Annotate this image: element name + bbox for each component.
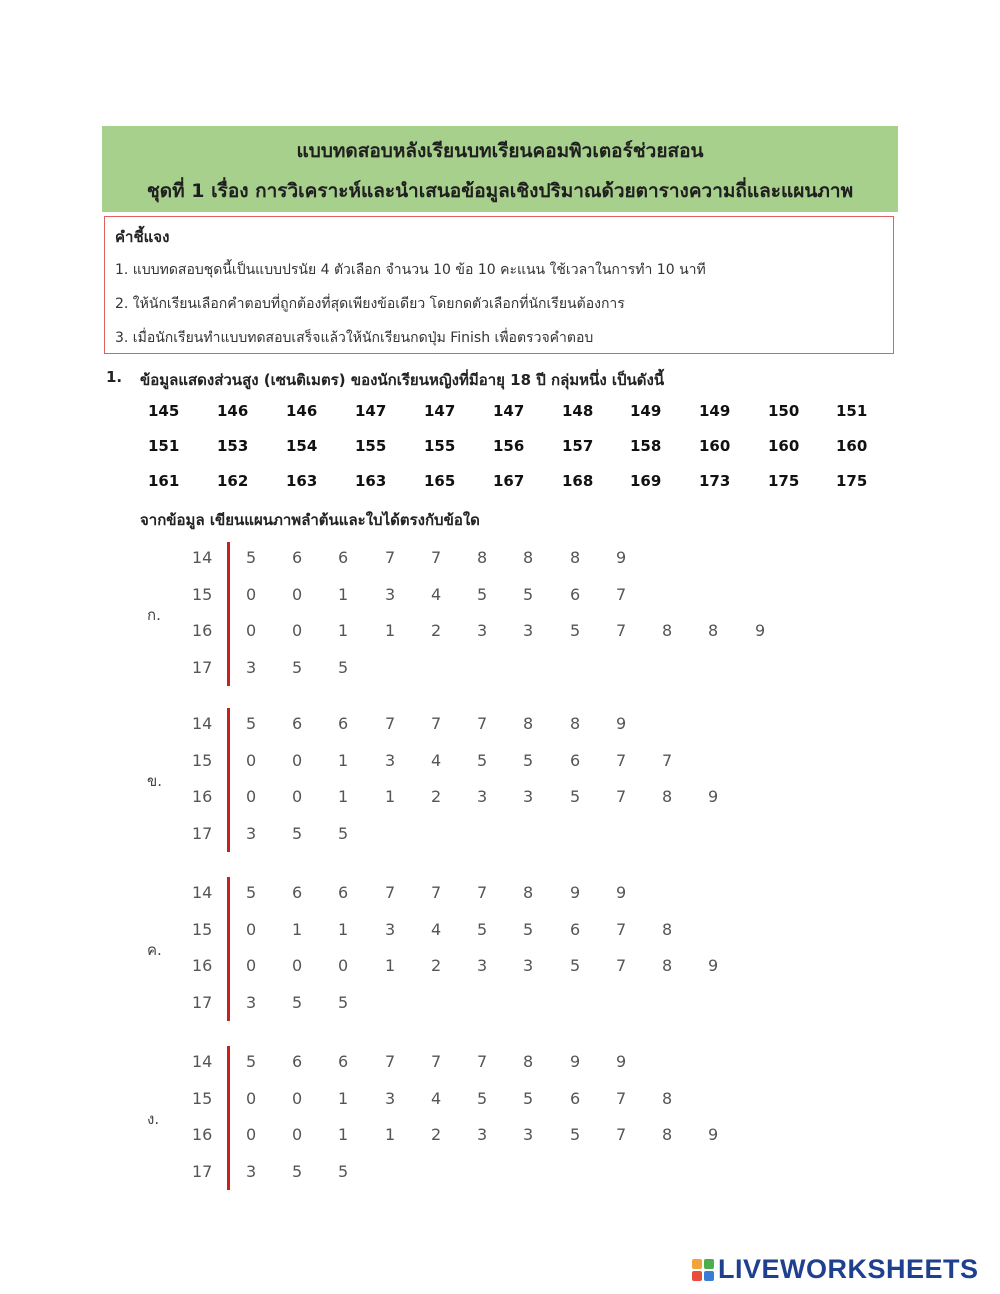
leaf-value: 7 xyxy=(385,714,396,733)
stem-value: 15 xyxy=(192,750,213,770)
leaf-value: 6 xyxy=(338,714,349,733)
leaf-value: 1 xyxy=(385,787,396,806)
leaf-value: 7 xyxy=(616,584,627,604)
option-label: ง. xyxy=(147,1110,160,1128)
leaf-value: 5 xyxy=(246,714,257,733)
leaf-value: 7 xyxy=(431,883,442,902)
leaf-value: 6 xyxy=(292,548,303,567)
leaf-value: 8 xyxy=(662,956,673,975)
data-value: 149 xyxy=(630,402,662,420)
leaf-value: 7 xyxy=(477,714,488,733)
leaf-value: 8 xyxy=(523,714,534,733)
leaf-value: 5 xyxy=(570,787,581,806)
leaf-value: 9 xyxy=(570,883,581,902)
leaf-value: 7 xyxy=(616,1088,627,1108)
data-value: 145 xyxy=(148,402,180,420)
leaf-value: 8 xyxy=(570,548,581,567)
leaf-value: 0 xyxy=(246,584,257,604)
leaf-value: 3 xyxy=(477,621,488,640)
stem-value: 17 xyxy=(192,1161,213,1181)
stem-value: 15 xyxy=(192,919,213,939)
data-value: 151 xyxy=(148,437,180,455)
leaf-value: 8 xyxy=(662,787,673,806)
leaf-value: 0 xyxy=(292,787,303,806)
leaf-value: 1 xyxy=(338,584,349,604)
question-prompt: จากข้อมูล เขียนแผนภาพลำต้นและใบได้ตรงกับข้อใด xyxy=(140,511,480,529)
leaf-value: 2 xyxy=(431,621,442,640)
leaf-value: 7 xyxy=(616,750,627,770)
stem-leaf-divider xyxy=(227,1046,230,1190)
leaf-value: 6 xyxy=(570,750,581,770)
data-value: 163 xyxy=(355,472,387,490)
stem-value: 15 xyxy=(192,1088,213,1108)
leaf-value: 0 xyxy=(246,787,257,806)
worksheet-title: แบบทดสอบหลังเรียนบทเรียนคอมพิวเตอร์ช่วยสอน xyxy=(296,140,704,162)
leaf-value: 7 xyxy=(616,919,627,939)
leaf-value: 7 xyxy=(431,548,442,567)
leaf-value: 5 xyxy=(570,1125,581,1144)
leaf-value: 8 xyxy=(523,883,534,902)
leaf-value: 8 xyxy=(662,1088,673,1108)
stem-value: 16 xyxy=(192,1125,213,1144)
data-value: 154 xyxy=(286,437,318,455)
leaf-value: 3 xyxy=(246,823,257,843)
leaf-value: 7 xyxy=(616,621,627,640)
leaf-value: 5 xyxy=(292,1161,303,1181)
data-value: 147 xyxy=(424,402,456,420)
leaf-value: 8 xyxy=(570,714,581,733)
leaf-value: 2 xyxy=(431,956,442,975)
leaf-value: 0 xyxy=(292,621,303,640)
leaf-value: 6 xyxy=(292,883,303,902)
leaf-value: 5 xyxy=(292,992,303,1012)
leaf-value: 5 xyxy=(477,584,488,604)
data-value: 148 xyxy=(562,402,594,420)
stem-value: 14 xyxy=(192,883,213,902)
leaf-value: 4 xyxy=(431,1088,442,1108)
leaf-value: 7 xyxy=(431,1052,442,1071)
leaf-value: 6 xyxy=(338,1052,349,1071)
leaf-value: 8 xyxy=(523,1052,534,1071)
data-value: 167 xyxy=(493,472,525,490)
data-value: 160 xyxy=(836,437,868,455)
leaf-value: 8 xyxy=(662,621,673,640)
stem-value: 16 xyxy=(192,787,213,806)
data-value: 147 xyxy=(493,402,525,420)
leaf-value: 2 xyxy=(431,1125,442,1144)
leaf-value: 3 xyxy=(523,787,534,806)
leaf-value: 1 xyxy=(338,787,349,806)
leaf-value: 3 xyxy=(385,919,396,939)
data-value: 160 xyxy=(768,437,800,455)
leaf-value: 3 xyxy=(246,657,257,677)
leaf-value: 1 xyxy=(338,1088,349,1108)
leaf-value: 9 xyxy=(616,883,627,902)
leaf-value: 3 xyxy=(523,621,534,640)
data-value: 163 xyxy=(286,472,318,490)
leaf-value: 7 xyxy=(616,787,627,806)
leaf-value: 3 xyxy=(477,1125,488,1144)
leaf-value: 0 xyxy=(292,1088,303,1108)
leaf-value: 6 xyxy=(570,584,581,604)
data-value: 160 xyxy=(699,437,731,455)
leaf-value: 3 xyxy=(385,750,396,770)
stem-leaf-divider xyxy=(227,542,230,686)
leaf-value: 8 xyxy=(708,621,719,640)
logo-mark-icon xyxy=(692,1259,714,1281)
data-value: 146 xyxy=(286,402,318,420)
leaf-value: 5 xyxy=(292,657,303,677)
leaf-value: 1 xyxy=(338,621,349,640)
leaf-value: 0 xyxy=(246,919,257,939)
leaf-value: 8 xyxy=(662,1125,673,1144)
leaf-value: 9 xyxy=(708,787,719,806)
stem-leaf-divider xyxy=(227,708,230,852)
leaf-value: 0 xyxy=(292,750,303,770)
stem-value: 14 xyxy=(192,548,213,567)
stem-value: 14 xyxy=(192,714,213,733)
data-value: 157 xyxy=(562,437,594,455)
instruction-item-1: 1. แบบทดสอบชุดนี้เป็นแบบปรนัย 4 ตัวเลือก จำนวน 10 ข้อ 10 คะแนน ใช้เวลาในการทำ 10 นาที xyxy=(115,262,706,278)
data-value: 151 xyxy=(836,402,868,420)
leaf-value: 4 xyxy=(431,750,442,770)
leaf-value: 7 xyxy=(616,1125,627,1144)
option-label: ก. xyxy=(147,606,161,624)
leaf-value: 1 xyxy=(385,956,396,975)
leaf-value: 9 xyxy=(708,1125,719,1144)
leaf-value: 5 xyxy=(246,1052,257,1071)
stem-value: 17 xyxy=(192,992,213,1012)
data-value: 161 xyxy=(148,472,180,490)
leaf-value: 9 xyxy=(755,621,766,640)
leaf-value: 6 xyxy=(292,1052,303,1071)
leaf-value: 9 xyxy=(616,1052,627,1071)
leaf-value: 0 xyxy=(246,956,257,975)
leaf-value: 0 xyxy=(292,1125,303,1144)
data-value: 149 xyxy=(699,402,731,420)
leaf-value: 0 xyxy=(246,750,257,770)
leaf-value: 7 xyxy=(385,883,396,902)
data-value: 169 xyxy=(630,472,662,490)
data-value: 165 xyxy=(424,472,456,490)
stem-value: 14 xyxy=(192,1052,213,1071)
leaf-value: 1 xyxy=(338,919,349,939)
leaf-value: 3 xyxy=(246,1161,257,1181)
stem-value: 17 xyxy=(192,657,213,677)
leaf-value: 3 xyxy=(477,787,488,806)
instruction-item-3: 3. เมื่อนักเรียนทำแบบทดสอบเสร็จแล้วให้นักเรียนกดปุ่ม Finish เพื่อตรวจคำตอบ xyxy=(115,330,594,346)
leaf-value: 5 xyxy=(523,919,534,939)
leaf-value: 4 xyxy=(431,584,442,604)
leaf-value: 1 xyxy=(338,750,349,770)
leaf-value: 5 xyxy=(338,1161,349,1181)
question-text: ข้อมูลแสดงส่วนสูง (เซนติเมตร) ของนักเรียนหญิงที่มีอายุ 18 ปี กลุ่มหนึ่ง เป็นดังนี้ xyxy=(140,371,665,389)
data-value: 156 xyxy=(493,437,525,455)
leaf-value: 4 xyxy=(431,919,442,939)
leaf-value: 7 xyxy=(616,956,627,975)
leaf-value: 5 xyxy=(523,750,534,770)
leaf-value: 7 xyxy=(385,548,396,567)
option-label: ข. xyxy=(147,772,163,790)
leaf-value: 5 xyxy=(477,919,488,939)
leaf-value: 8 xyxy=(477,548,488,567)
leaf-value: 5 xyxy=(570,621,581,640)
leaf-value: 8 xyxy=(523,548,534,567)
leaf-value: 5 xyxy=(246,883,257,902)
leaf-value: 2 xyxy=(431,787,442,806)
leaf-value: 5 xyxy=(338,657,349,677)
stem-value: 16 xyxy=(192,621,213,640)
leaf-value: 9 xyxy=(616,548,627,567)
leaf-value: 5 xyxy=(338,823,349,843)
leaf-value: 6 xyxy=(292,714,303,733)
instructions-title: คำชี้แจง xyxy=(115,228,170,246)
data-value: 175 xyxy=(768,472,800,490)
instruction-item-2: 2. ให้นักเรียนเลือกคำตอบที่ถูกต้องที่สุดเพียงข้อเดียว โดยกดตัวเลือกที่นักเรียนต้องการ xyxy=(115,296,625,312)
leaf-value: 5 xyxy=(477,750,488,770)
logo-text: LIVEWORKSHEETS xyxy=(718,1254,979,1284)
leaf-value: 0 xyxy=(292,584,303,604)
leaf-value: 0 xyxy=(338,956,349,975)
leaf-value: 6 xyxy=(570,919,581,939)
leaf-value: 5 xyxy=(338,992,349,1012)
leaf-value: 1 xyxy=(292,919,303,939)
worksheet-header xyxy=(102,126,898,212)
leaf-value: 3 xyxy=(523,956,534,975)
leaf-value: 3 xyxy=(385,584,396,604)
leaf-value: 6 xyxy=(338,883,349,902)
data-value: 162 xyxy=(217,472,249,490)
option-label: ค. xyxy=(147,941,162,959)
leaf-value: 0 xyxy=(246,1088,257,1108)
worksheet-subtitle: ชุดที่ 1 เรื่อง การวิเคราะห์และนำเสนอข้อมูลเชิงปริมาณด้วยตารางความถี่และแผนภาพ xyxy=(146,180,854,202)
data-value: 147 xyxy=(355,402,387,420)
instructions-box xyxy=(104,216,894,354)
leaf-value: 9 xyxy=(616,714,627,733)
data-value: 155 xyxy=(424,437,456,455)
data-value: 155 xyxy=(355,437,387,455)
leaf-value: 5 xyxy=(477,1088,488,1108)
leaf-value: 0 xyxy=(246,1125,257,1144)
leaf-value: 3 xyxy=(523,1125,534,1144)
data-value: 173 xyxy=(699,472,731,490)
leaf-value: 7 xyxy=(477,883,488,902)
leaf-value: 7 xyxy=(477,1052,488,1071)
leaf-value: 8 xyxy=(662,919,673,939)
leaf-value: 7 xyxy=(385,1052,396,1071)
stem-value: 15 xyxy=(192,584,213,604)
leaf-value: 5 xyxy=(246,548,257,567)
stem-leaf-divider xyxy=(227,877,230,1021)
leaf-value: 5 xyxy=(523,1088,534,1108)
stem-value: 16 xyxy=(192,956,213,975)
leaf-value: 1 xyxy=(338,1125,349,1144)
stem-value: 17 xyxy=(192,823,213,843)
data-value: 153 xyxy=(217,437,249,455)
data-value: 150 xyxy=(768,402,800,420)
leaf-value: 9 xyxy=(570,1052,581,1071)
leaf-value: 3 xyxy=(477,956,488,975)
leaf-value: 6 xyxy=(338,548,349,567)
question-number: 1. xyxy=(106,368,123,386)
leaf-value: 5 xyxy=(523,584,534,604)
leaf-value: 0 xyxy=(292,956,303,975)
leaf-value: 7 xyxy=(431,714,442,733)
leaf-value: 5 xyxy=(570,956,581,975)
liveworksheets-logo xyxy=(692,1254,979,1286)
data-value: 146 xyxy=(217,402,249,420)
leaf-value: 3 xyxy=(385,1088,396,1108)
leaf-value: 7 xyxy=(662,750,673,770)
leaf-value: 6 xyxy=(570,1088,581,1108)
leaf-value: 1 xyxy=(385,621,396,640)
leaf-value: 0 xyxy=(246,621,257,640)
leaf-value: 1 xyxy=(385,1125,396,1144)
leaf-value: 5 xyxy=(292,823,303,843)
data-value: 175 xyxy=(836,472,868,490)
data-value: 168 xyxy=(562,472,594,490)
data-value: 158 xyxy=(630,437,662,455)
leaf-value: 3 xyxy=(246,992,257,1012)
leaf-value: 9 xyxy=(708,956,719,975)
